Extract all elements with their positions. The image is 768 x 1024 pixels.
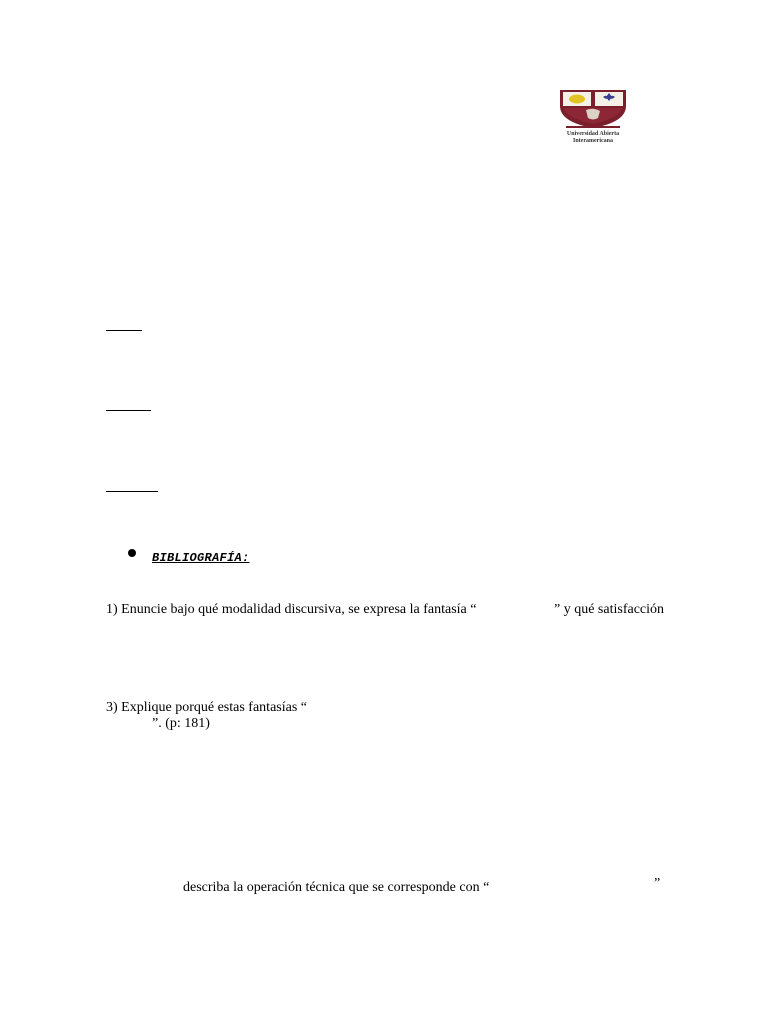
question-last-part1: describa la operación técnica que se corresponde con “: [183, 880, 490, 895]
blank-line-3: [106, 491, 158, 492]
question-last-part2: ”: [654, 876, 661, 891]
logo-text-line2: Interamericana: [573, 138, 613, 144]
logo-text-line1: Universidad Abierta: [566, 131, 620, 137]
bullet-icon: [128, 549, 136, 557]
question-1-part1: 1) Enuncie bajo qué modalidad discursiva, se expresa la fantasía “: [106, 602, 477, 617]
university-shield-icon: [550, 88, 636, 128]
section-heading: BIBLIOGRAFÍA:: [152, 551, 250, 565]
blank-line-1: [106, 330, 142, 331]
question-3-line2: ”. (p: 181): [152, 716, 210, 731]
blank-line-2: [106, 410, 151, 411]
question-3-line1: 3) Explique porqué estas fantasías “: [106, 700, 307, 715]
question-1-part2: ” y qué satisfacción: [554, 602, 665, 617]
university-logo: [550, 88, 636, 150]
